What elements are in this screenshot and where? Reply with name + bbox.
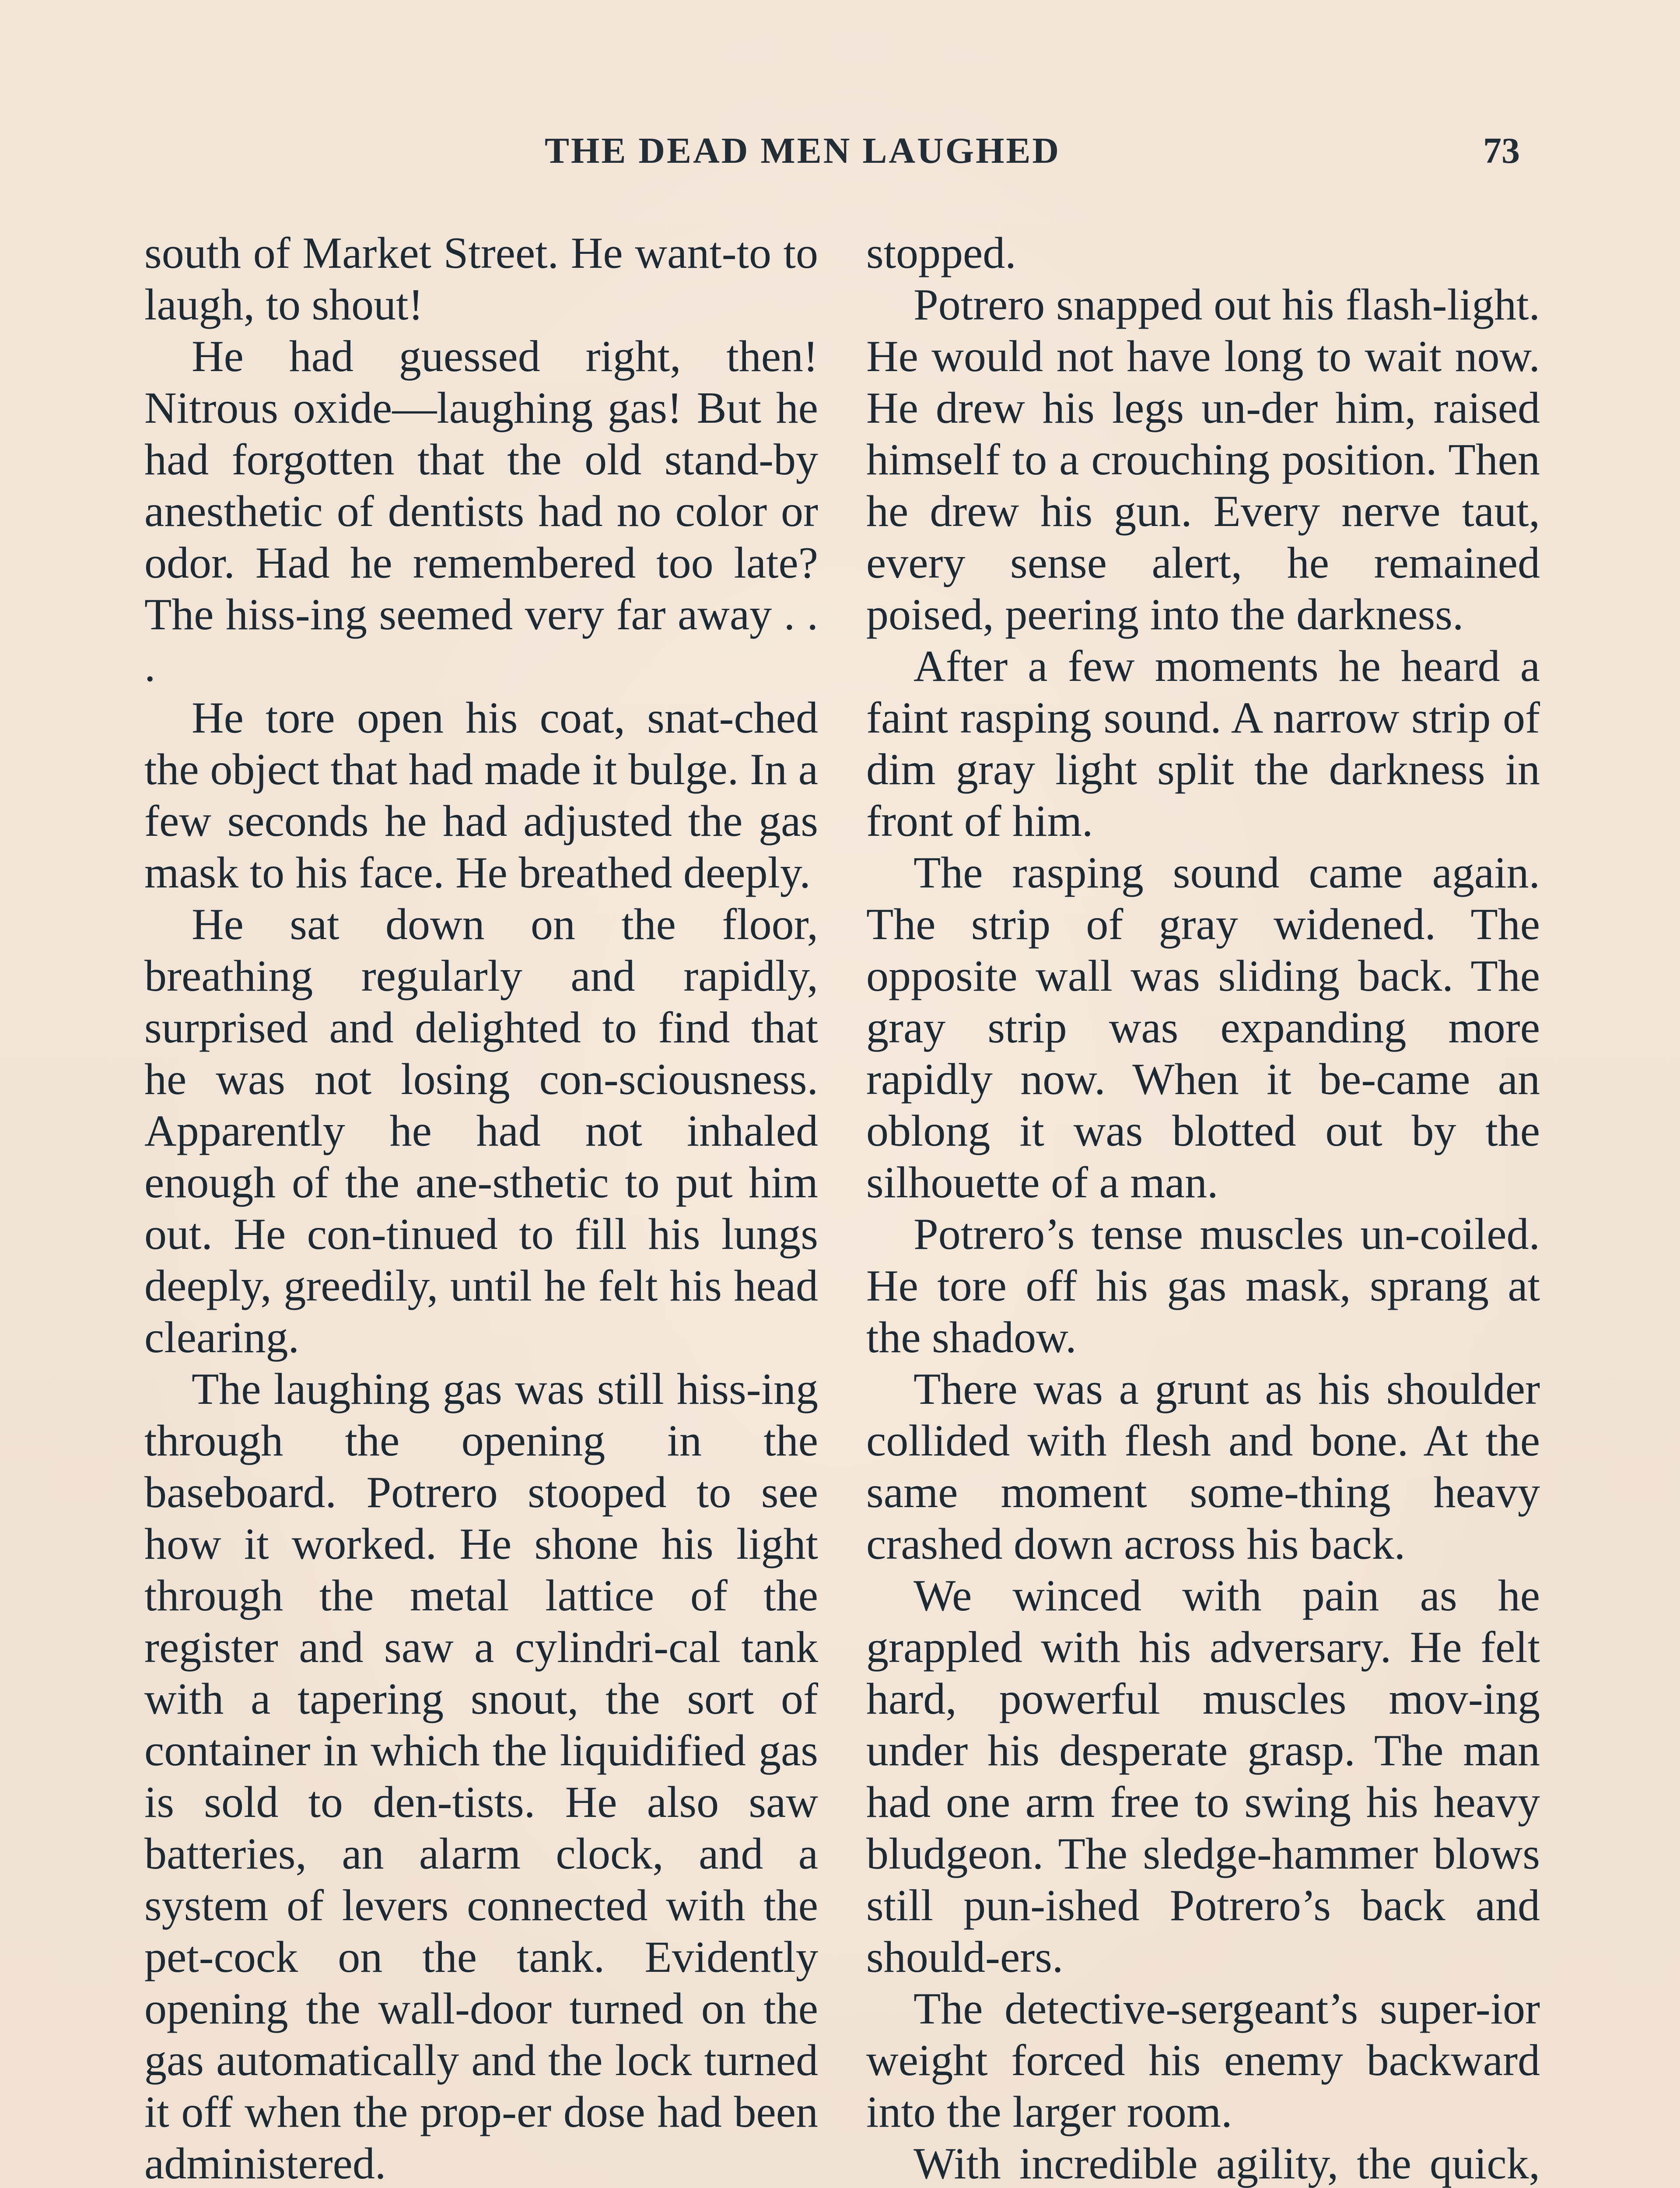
- page-number: 73: [1483, 130, 1520, 171]
- paragraph: We winced with pain as he grappled with his adversary. He felt hard, powerful muscles mov-ing under his desperate grasp. The man had one arm free to swing his heavy bludgeon. The sledge-hammer blows still pun-ished Potrero’s back and should-ers.: [866, 1571, 1540, 1982]
- paragraph: With incredible agility, the quick,: [914, 2139, 1540, 2188]
- paragraph: He had guessed right, then! Nitrous oxide—laughing gas! But he had forgotten that the old stand-by anesthetic of dentists had no color or odor. Had he remembered too late? The hiss-ing seemed very far away . . .: [144, 332, 818, 691]
- paragraph: The laughing gas was still hiss-ing through the opening in the baseboard. Potrero stooped to see how it worked. He shone his light through the metal lattice of the register and saw a cylindri-cal tank with a tapering snout, the sort of container in which the liquidified gas is sold to den-tists. He also saw batteries, an alarm clock, and a system of levers connected with the pet-cock on the tank. Evidently opening the wall-door turned on the gas automatically and the lock turned it off when the prop-er dose had been administered.: [144, 1364, 818, 2188]
- paragraph: Potrero snapped out his flash-light. He would not have long to wait now. He drew his legs un-der him, raised himself to a crouching position. Then he drew his gun. Every nerve taut, every sense alert, he remained poised, peering into the darkness.: [866, 280, 1540, 639]
- paragraph: The rasping sound came again. The strip of gray widened. The opposite wall was sliding back. The gray strip was expanding more rapidly now. When it be-came an oblong it was blotted out by the silhouette of a man.: [866, 848, 1540, 1207]
- paragraph: stopped.: [866, 228, 1016, 278]
- paragraph: He sat down on the floor, breathing regularly and rapidly, surprised and delighted to find that he was not losing con-sciousness. Apparently he had not inhaled enough of the ane-sthetic to put him out. He con-tinued to fill his lungs deeply, greedily, until he felt his head clearing.: [144, 900, 818, 1362]
- left-text-column: [144, 228, 818, 2188]
- paragraph: He tore open his coat, snat-ched the object that had made it bulge. In a few seconds he had adjusted the gas mask to his face. He breathed deeply.: [144, 693, 818, 898]
- paragraph: south of Market Street. He want-to to laugh, to shout!: [144, 228, 818, 330]
- paragraph: After a few moments he heard a faint rasping sound. A narrow strip of dim gray light split the darkness in front of him.: [866, 642, 1540, 846]
- paragraph: Potrero’s tense muscles un-coiled. He tore off his gas mask, sprang at the shadow.: [866, 1210, 1540, 1362]
- paragraph: There was a grunt as his shoulder collided with flesh and bone. At the same moment some-thing heavy crashed down across his back.: [866, 1364, 1540, 1569]
- running-head-title: THE DEAD MEN LAUGHED: [545, 130, 1061, 171]
- right-text-column: [866, 228, 1540, 2188]
- paragraph: The detective-sergeant’s super-ior weight forced his enemy backward into the larger room.: [866, 1984, 1540, 2137]
